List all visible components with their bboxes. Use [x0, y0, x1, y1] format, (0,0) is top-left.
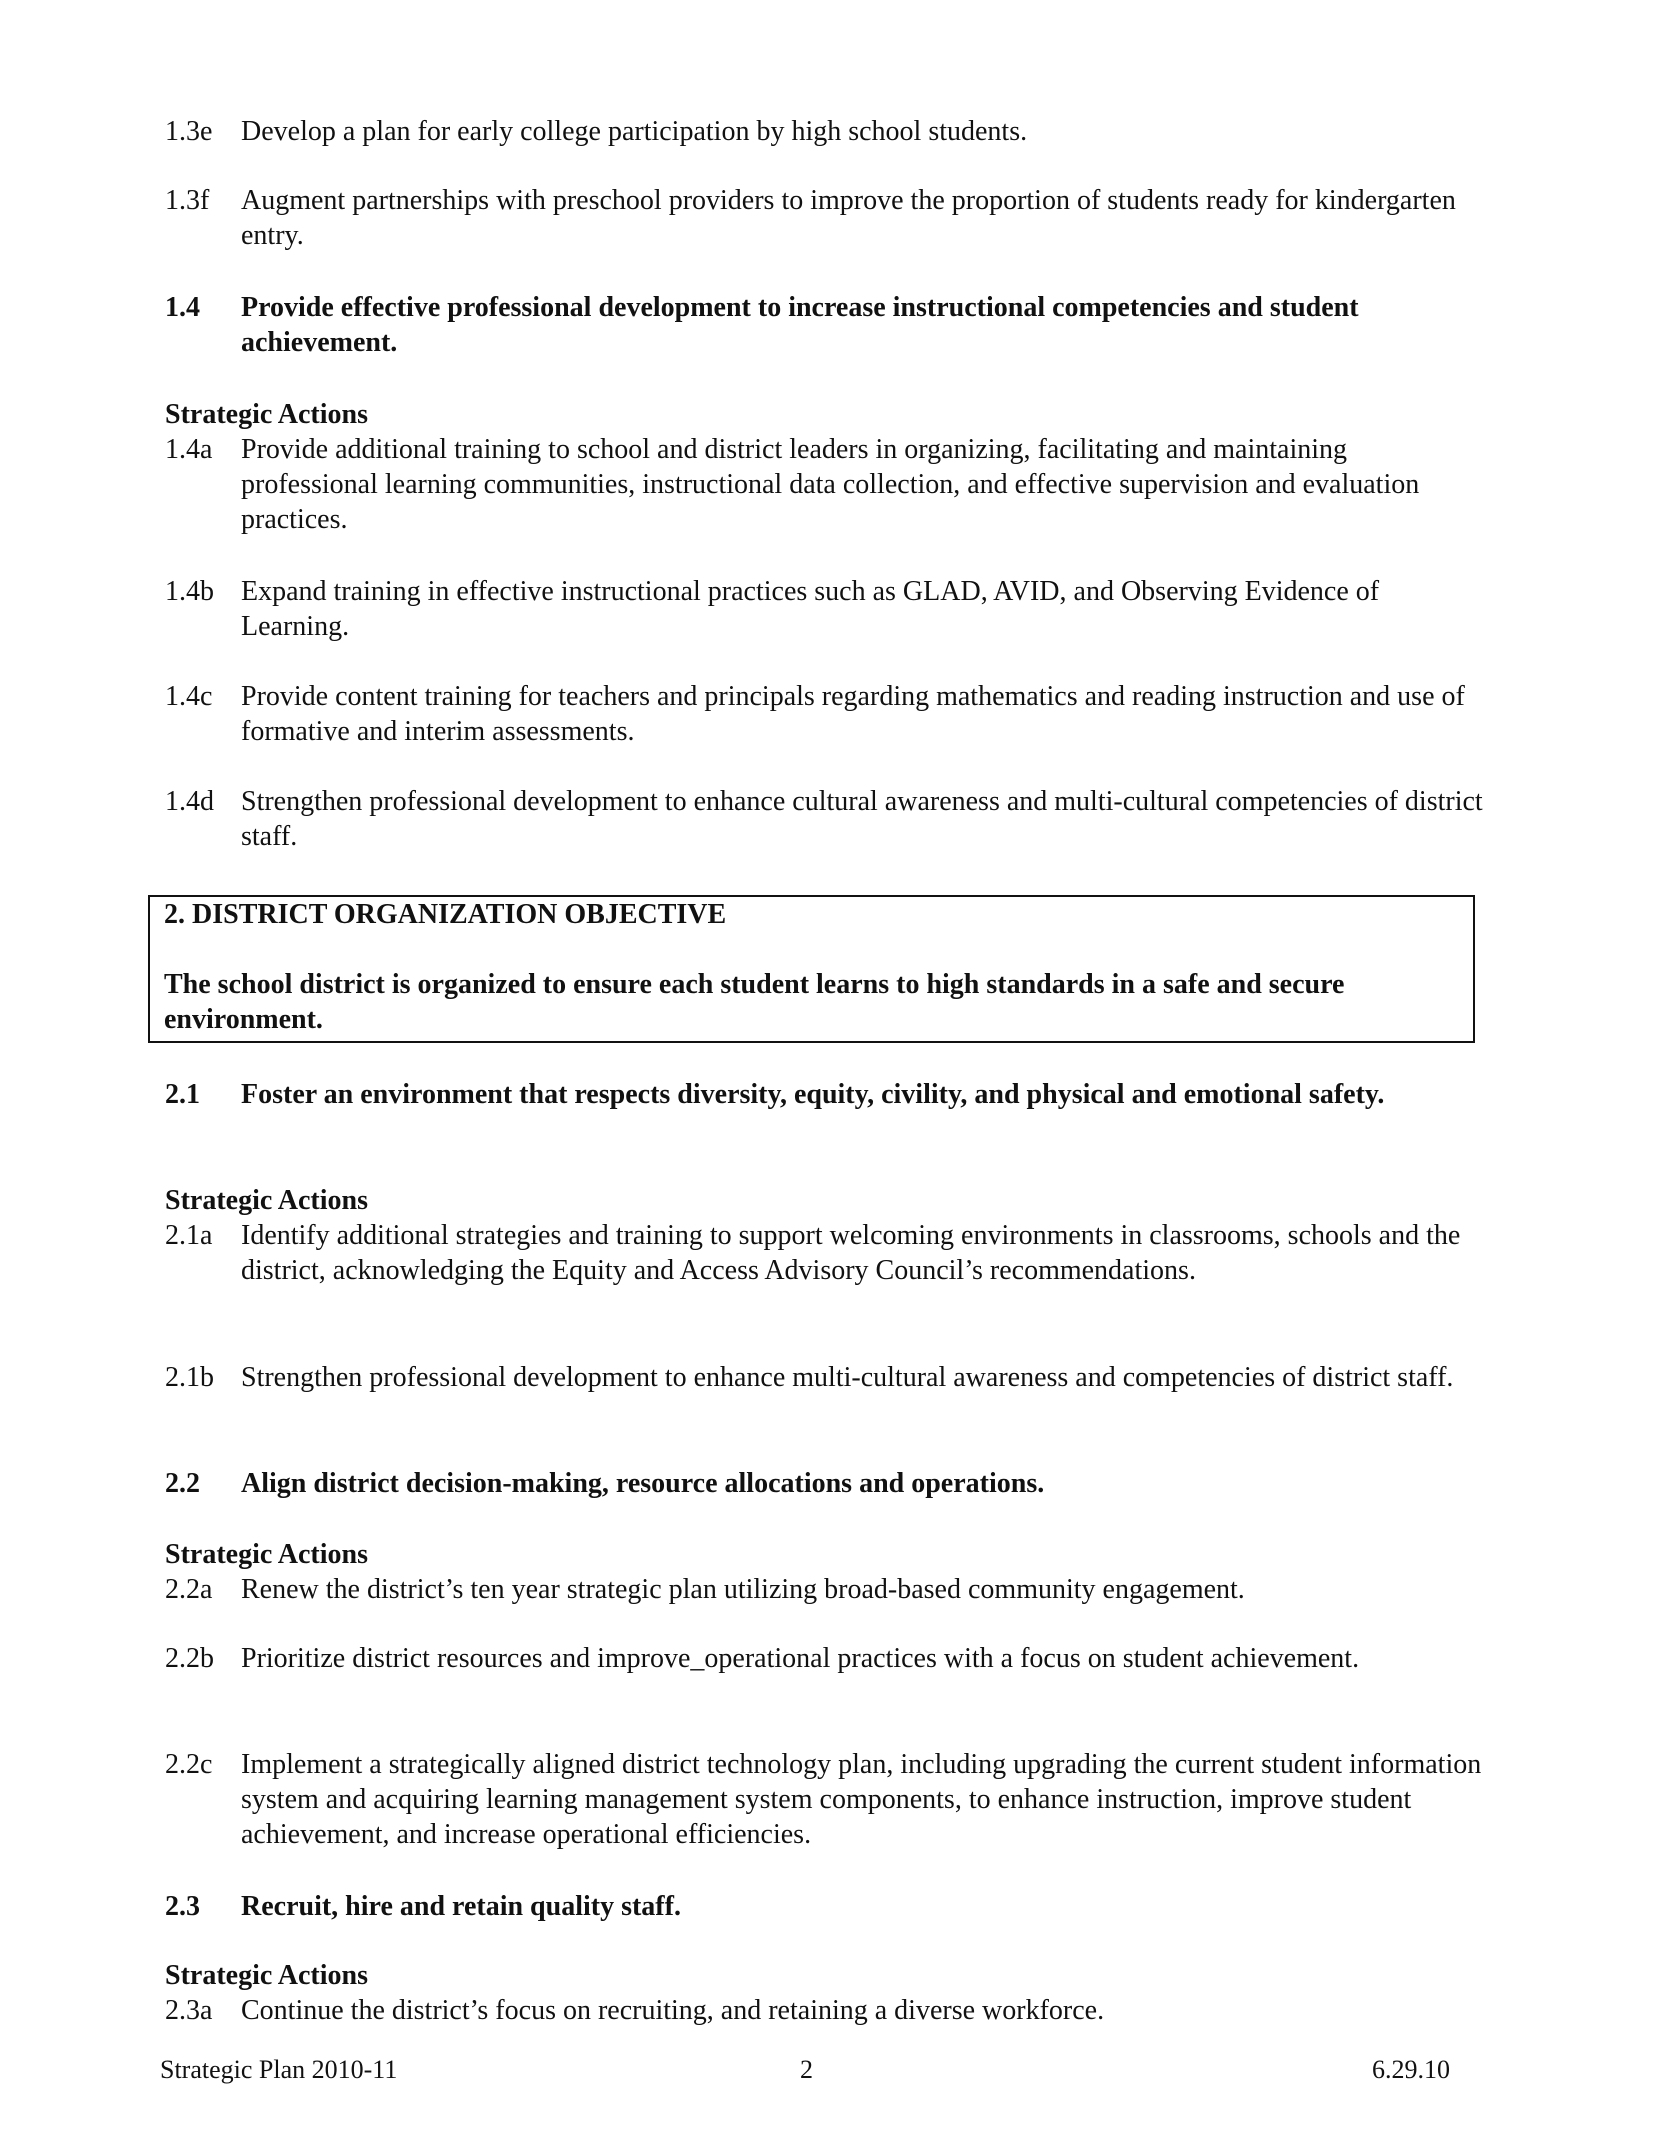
goal-heading-2-1 — [165, 1077, 1485, 1112]
list-item — [165, 1360, 1485, 1395]
list-item — [165, 1747, 1485, 1852]
item-number: 2.3a — [165, 1995, 213, 2026]
list-item — [165, 183, 1485, 253]
item-text: Provide additional training to school and district leaders in organizing, facilitating and maintaining professional learning communities, instructional data collection, and effective supervision and evaluation practices. — [241, 434, 1420, 535]
list-item — [165, 784, 1485, 854]
item-number: 2.2b — [165, 1643, 214, 1674]
goal-heading-2-2 — [165, 1466, 1485, 1501]
item-text: Develop a plan for early college participation by high school students. — [241, 116, 1028, 147]
item-text: Continue the district’s focus on recruiting, and retaining a diverse workforce. — [241, 1995, 1105, 2026]
goal-number: 2.3 — [165, 1891, 200, 1922]
item-text: Augment partnerships with preschool providers to improve the proportion of students ready for kindergarten entry. — [241, 185, 1456, 251]
objective-title: 2. DISTRICT ORGANIZATION OBJECTIVE — [164, 899, 727, 930]
item-number: 1.4a — [165, 434, 213, 465]
goal-text: Foster an environment that respects diversity, equity, civility, and physical and emotional safety. — [241, 1079, 1385, 1110]
item-text: Renew the district’s ten year strategic plan utilizing broad-based community engagement. — [241, 1574, 1245, 1605]
item-number: 2.1a — [165, 1220, 213, 1251]
item-text: Prioritize district resources and improve_operational practices with a focus on student achievement. — [241, 1643, 1360, 1674]
item-text: Expand training in effective instructional practices such as GLAD, AVID, and Observing Evidence of Learning. — [241, 576, 1380, 642]
item-text: Implement a strategically aligned district technology plan, including upgrading the current student information system and acquiring learning management system components, to enhance instruction, improve student achievement, and increase operational efficiencies. — [241, 1749, 1482, 1850]
item-number: 1.4d — [165, 786, 214, 817]
item-number: 1.4b — [165, 576, 214, 607]
goal-heading-2-3 — [165, 1889, 1485, 1924]
footer-date: 6.29.10 — [1372, 2055, 1450, 2084]
list-item — [165, 1572, 1485, 1607]
item-text: Strengthen professional development to enhance cultural awareness and multi-cultural competencies of district staff. — [241, 786, 1483, 852]
list-item — [165, 114, 1485, 149]
list-item — [165, 1218, 1485, 1288]
list-item — [165, 574, 1485, 644]
item-number: 2.2a — [165, 1574, 213, 1605]
footer-title: Strategic Plan 2010-11 — [160, 2055, 398, 2084]
item-number: 2.2c — [165, 1749, 213, 1780]
page-number: 2 — [800, 2055, 813, 2084]
goal-heading-1-4 — [165, 290, 1485, 360]
strategic-actions-label: Strategic Actions — [165, 1185, 368, 1216]
strategic-actions-label: Strategic Actions — [165, 1539, 368, 1570]
list-item — [165, 679, 1485, 749]
list-item — [165, 1993, 1485, 2028]
item-text: Identify additional strategies and training to support welcoming environments in classrooms, schools and the district, acknowledging the Equity and Access Advisory Council’s recommendations. — [241, 1220, 1461, 1286]
item-number: 1.3e — [165, 116, 213, 147]
item-number: 1.4c — [165, 681, 213, 712]
objective-text: The school district is organized to ensure each student learns to high standards in a safe and secure environment. — [164, 969, 1345, 1035]
list-item — [165, 432, 1485, 537]
goal-number: 2.1 — [165, 1079, 200, 1110]
goal-text: Provide effective professional development to increase instructional competencies and student achievement. — [241, 292, 1359, 358]
objective-box — [148, 895, 1475, 1043]
strategic-actions-label: Strategic Actions — [165, 399, 368, 430]
item-text: Strengthen professional development to enhance multi-cultural awareness and competencies of district staff. — [241, 1362, 1454, 1393]
strategic-actions-label: Strategic Actions — [165, 1960, 368, 1991]
goal-text: Align district decision-making, resource allocations and operations. — [241, 1468, 1045, 1499]
goal-number: 1.4 — [165, 292, 200, 323]
list-item — [165, 1641, 1485, 1676]
goal-text: Recruit, hire and retain quality staff. — [241, 1891, 681, 1922]
item-number: 2.1b — [165, 1362, 214, 1393]
goal-number: 2.2 — [165, 1468, 200, 1499]
item-number: 1.3f — [165, 185, 210, 216]
item-text: Provide content training for teachers and principals regarding mathematics and reading instruction and use of formative and interim assessments. — [241, 681, 1465, 747]
